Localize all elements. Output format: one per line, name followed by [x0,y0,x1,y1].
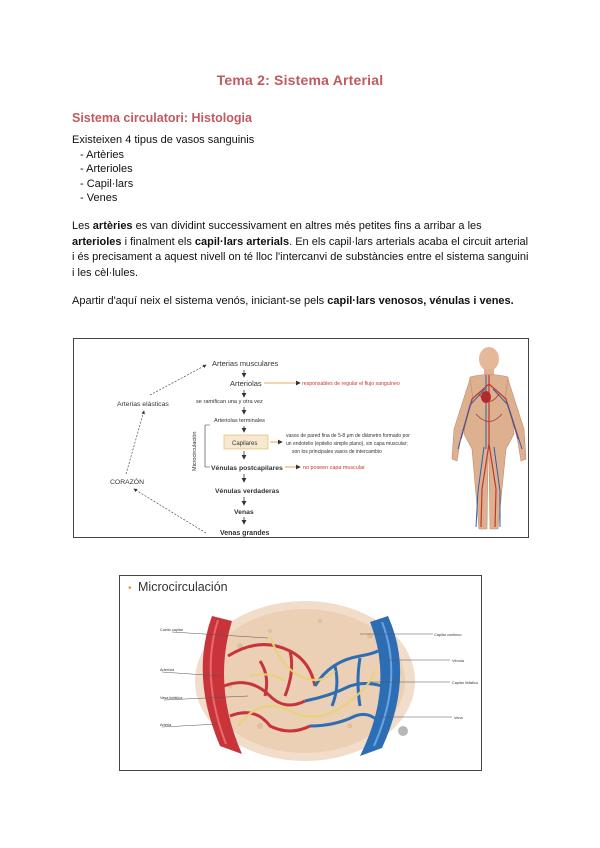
label-arterias-musculares: Arterias musculares [212,359,279,368]
paragraph-arteries [72,219,532,281]
label-capilares-desc2: un endotelio (epitelio simple plano), sin capa muscular; [286,441,408,447]
text-run: Les [72,220,93,232]
bold-run: arterioles [72,235,122,248]
bold-run: capil·lars venosos, vénulas i venes. [327,295,514,307]
bold-run: artèries [92,220,133,232]
label-venas-grandes: Venas grandes [220,530,270,537]
label-capilares: Capilares [232,441,258,447]
figure2-title: Microcirculación [138,580,228,594]
label-venulas-verdaderas: Vénulas verdaderas [215,488,280,495]
microcirculation-figure [119,575,482,771]
label-se-ramifican: se ramifican una y otra vez [196,399,263,405]
flow-diagram [74,339,530,539]
text-run: i finalment els [121,235,195,248]
paragraph-venous [72,294,532,310]
label-cuello-capilar: Cuello capilar [160,628,184,632]
list-item: - Artèries [80,148,254,163]
intro-block [72,133,254,206]
label-arteriolas-terminales: Arteriolas terminales [214,418,265,424]
circulation-flow-figure [73,338,529,538]
label-no-poseen: no poseen capa muscular [303,465,365,471]
label-capilar-continuo: Capilar continuo [434,633,462,637]
label-arteriolas: Arteriolas [230,379,262,388]
label-venas: Venas [234,509,254,516]
section-heading: Sistema circulatori: Histologia [72,111,252,125]
label-vasa-linfatica: Vasa linfática [160,696,183,700]
label-microcirculacion-side: Microcirculación [192,431,198,471]
list-item: - Capil·lars [80,177,254,192]
human-body-illustration [452,347,526,529]
page-title: Tema 2: Sistema Arterial [216,72,384,88]
label-venula: Vénula [452,659,464,663]
bold-run: capil·lars arterials [194,235,290,248]
label-vena: Vena [454,716,463,720]
microcirculation-diagram [120,576,483,772]
text-run: es van dividint successivament en altres més petites fins a arribar a les [132,220,482,232]
label-arteria: Arteria [160,723,172,727]
label-venulas-postcapilares: Vénulas postcapilares [211,465,283,472]
label-capilar-linfatico: Capilar linfático [452,681,478,685]
label-capilares-desc1: vasos de pared fina de 5-8 μm de diámetro formado por [286,433,410,439]
vessel-list [72,148,254,206]
bullet-dot: • [128,583,132,594]
label-corazon: CORAZÓN [110,479,144,486]
list-item: - Venes [80,191,254,206]
text-run: Apartir d'aquí neix el sistema venós, iniciant-se pels [72,295,328,307]
intro-text: Existeixen 4 tipus de vasos sanguinis [72,134,255,146]
watermark-icon [398,726,408,736]
label-capilares-desc3: son los principales vasos de intercambio [292,449,382,455]
label-responsables: responsables de regular el flujo sanguíneo [302,381,400,387]
list-item: - Arterioles [80,162,254,177]
label-arterias-elasticas: Arterias elásticas [117,401,169,408]
text-run: . En els capil·lars arterials acaba el circuit arterial i és precisament a aquest nivell on té lloc l'intercanvi de substàncies entre el sistema sanguini i les cèl·lules. [72,235,529,279]
label-arteriola: Arteriola [160,668,175,672]
